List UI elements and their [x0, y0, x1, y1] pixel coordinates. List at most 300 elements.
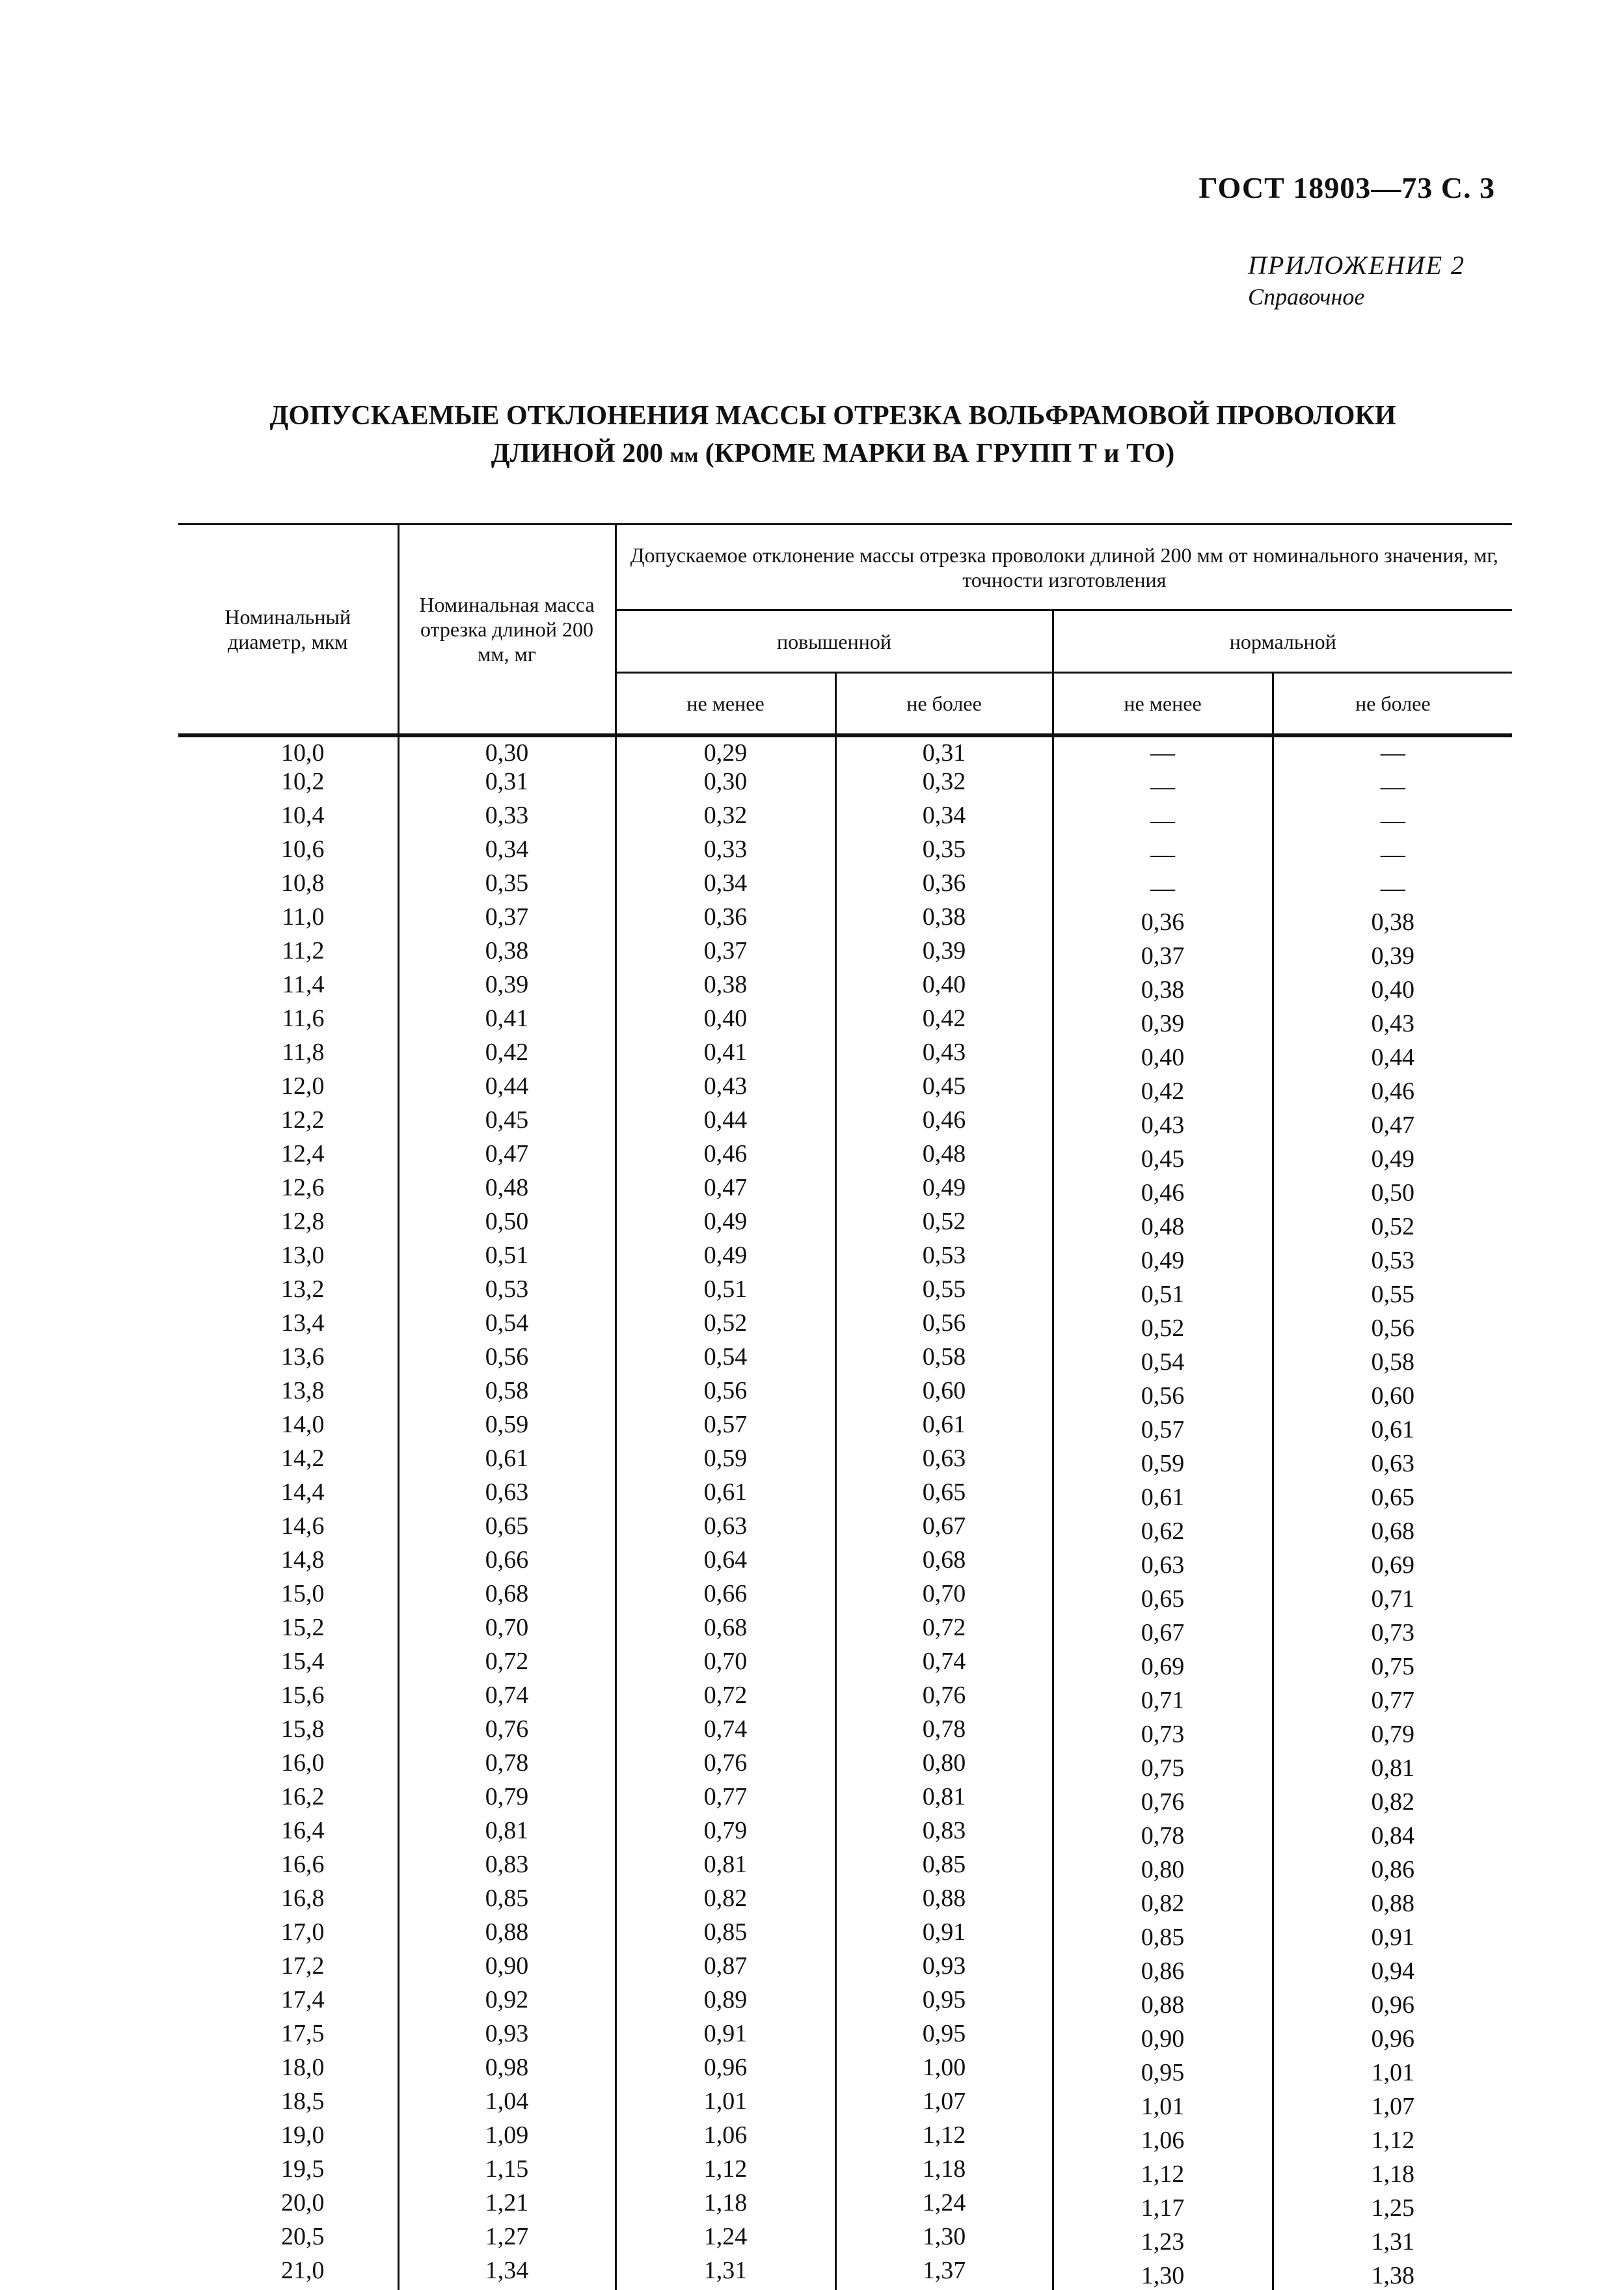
normal-min-cell: —: [1053, 735, 1273, 767]
nominal-mass-cell: 0,74: [398, 1681, 616, 1715]
increased-min-cell: 0,52: [616, 1309, 835, 1343]
diameter-cell: 14,6: [281, 1512, 325, 1540]
diameter-cell: 13,2: [281, 1275, 325, 1303]
normal-max-cell: 0,77: [1273, 1681, 1512, 1715]
title-unit: мм: [670, 443, 699, 467]
increased-min-cell: 0,56: [616, 1376, 835, 1410]
normal-max-cell: 0,84: [1273, 1816, 1512, 1850]
increased-min-cell: 0,82: [616, 1884, 835, 1918]
increased-max-cell: 0,78: [835, 1715, 1053, 1749]
table-body: [178, 735, 1512, 2290]
table-row: [178, 2121, 1512, 2155]
normal-max-cell: 0,50: [1273, 1173, 1512, 1207]
increased-max-cell: 0,72: [835, 1613, 1053, 1647]
increased-min-cell: 0,96: [616, 2053, 835, 2087]
normal-max-cell: 0,58: [1273, 1343, 1512, 1376]
table-row: [178, 869, 1512, 903]
increased-min-cell: 1,01: [616, 2087, 835, 2121]
increased-min-cell: 0,54: [616, 1343, 835, 1376]
nominal-mass-cell: 0,79: [398, 1782, 616, 1816]
normal-min-cell: 0,62: [1053, 1512, 1273, 1546]
nominal-mass-cell: 0,34: [398, 835, 616, 869]
deviation-table: [178, 523, 1512, 2290]
title-line-2: [0, 435, 1624, 474]
increased-min-cell: 0,57: [616, 1410, 835, 1444]
diameter-cell: 13,8: [281, 1376, 325, 1404]
normal-max-cell: 0,63: [1273, 1444, 1512, 1478]
table-row: [178, 936, 1512, 970]
increased-max-cell: 0,43: [835, 1038, 1053, 1072]
document-title: [0, 397, 1624, 474]
increased-min-cell: 0,74: [616, 1715, 835, 1749]
table-row: [178, 1512, 1512, 1546]
nominal-mass-cell: 1,15: [398, 2155, 616, 2188]
nominal-mass-cell: 0,92: [398, 1985, 616, 2019]
normal-min-cell: 0,61: [1053, 1478, 1273, 1512]
diameter-cell: 14,0: [281, 1410, 325, 1438]
table-row: [178, 1579, 1512, 1613]
title-line-1: ДОПУСКАЕМЫЕ ОТКЛОНЕНИЯ МАССЫ ОТРЕЗКА ВОЛЬФРАМОВОЙ ПРОВОЛОКИ: [269, 401, 1396, 431]
nominal-mass-cell: 0,38: [398, 936, 616, 970]
normal-max-cell: 1,12: [1273, 2121, 1512, 2155]
increased-max-cell: 0,53: [835, 1241, 1053, 1275]
increased-min-cell: 0,87: [616, 1952, 835, 1985]
diameter-cell: 11,2: [282, 936, 325, 964]
diameter-cell: 16,2: [281, 1782, 325, 1810]
diameter-cell: 19,5: [281, 2155, 325, 2183]
normal-max-cell: 0,68: [1273, 1512, 1512, 1546]
normal-min-cell: 1,06: [1053, 2121, 1273, 2155]
diameter-cell: 18,0: [281, 2053, 325, 2081]
header-increased-min: не менее: [616, 673, 835, 735]
normal-max-cell: 0,86: [1273, 1850, 1512, 1884]
normal-max-cell: 0,38: [1273, 903, 1512, 936]
increased-max-cell: 0,76: [835, 1681, 1053, 1715]
increased-max-cell: 0,81: [835, 1782, 1053, 1816]
diameter-cell: 10,4: [281, 801, 325, 829]
diameter-cell: 13,4: [281, 1309, 325, 1337]
nominal-mass-cell: 0,53: [398, 1275, 616, 1309]
normal-max-cell: 0,94: [1273, 1952, 1512, 1985]
normal-min-cell: 0,37: [1053, 936, 1273, 970]
header-diameter: Номинальный диаметр, мкм: [178, 525, 398, 735]
increased-min-cell: 0,66: [616, 1579, 835, 1613]
table-row: [178, 1952, 1512, 1985]
increased-min-cell: 1,24: [616, 2222, 835, 2256]
increased-min-cell: 0,63: [616, 1512, 835, 1546]
increased-max-cell: 0,65: [835, 1478, 1053, 1512]
increased-max-cell: 0,49: [835, 1173, 1053, 1207]
increased-min-cell: 0,72: [616, 1681, 835, 1715]
header-normal-min: не менее: [1053, 673, 1273, 735]
normal-min-cell: 0,78: [1053, 1816, 1273, 1850]
increased-max-cell: 0,48: [835, 1139, 1053, 1173]
diameter-cell: 21,0: [281, 2256, 325, 2284]
increased-min-cell: 0,40: [616, 1004, 835, 1038]
increased-max-cell: 1,37: [835, 2256, 1053, 2290]
diameter-cell: 11,6: [282, 1004, 325, 1032]
table-row: [178, 1106, 1512, 1139]
increased-max-cell: 0,36: [835, 869, 1053, 903]
diameter-cell: 17,2: [281, 1952, 325, 1980]
increased-max-cell: 0,39: [835, 936, 1053, 970]
increased-max-cell: 0,60: [835, 1376, 1053, 1410]
table-row: [178, 1410, 1512, 1444]
increased-max-cell: 0,93: [835, 1952, 1053, 1985]
header-normal-accuracy: нормальной: [1053, 610, 1512, 673]
diameter-cell: 15,8: [281, 1715, 325, 1743]
header-deviation: Допускаемое отклонение массы отрезка проволоки длиной 200 мм от номинального значения, мг, точности изготовления: [616, 525, 1512, 610]
header-nominal-mass: Номинальная масса отрезка длиной 200 мм, мг: [398, 525, 616, 735]
table-row: [178, 1749, 1512, 1782]
diameter-cell: 15,6: [281, 1681, 325, 1709]
nominal-mass-cell: 0,90: [398, 1952, 616, 1985]
normal-min-cell: —: [1053, 767, 1273, 801]
increased-min-cell: 0,36: [616, 903, 835, 936]
normal-max-cell: 0,53: [1273, 1241, 1512, 1275]
diameter-cell: 15,4: [281, 1647, 325, 1675]
diameter-cell: 10,6: [281, 835, 325, 863]
table-row: [178, 1918, 1512, 1952]
diameter-cell: 14,4: [281, 1478, 325, 1506]
nominal-mass-cell: 0,83: [398, 1850, 616, 1884]
table-row: [178, 1647, 1512, 1681]
table-row: [178, 1139, 1512, 1173]
increased-max-cell: 0,83: [835, 1816, 1053, 1850]
diameter-cell: 11,0: [282, 903, 325, 931]
normal-max-cell: 0,69: [1273, 1546, 1512, 1579]
title-line-2-start: ДЛИНОЙ 200: [491, 439, 670, 469]
diameter-cell: 10,8: [281, 869, 325, 897]
diameter-cell: 16,4: [281, 1816, 325, 1844]
nominal-mass-cell: 0,31: [398, 767, 616, 801]
header-increased-accuracy: повышенной: [616, 610, 1053, 673]
increased-max-cell: 0,42: [835, 1004, 1053, 1038]
table-row: [178, 1275, 1512, 1309]
diameter-cell: 11,8: [282, 1038, 325, 1066]
increased-min-cell: 0,77: [616, 1782, 835, 1816]
increased-max-cell: 0,67: [835, 1512, 1053, 1546]
nominal-mass-cell: 0,33: [398, 801, 616, 835]
increased-max-cell: 0,46: [835, 1106, 1053, 1139]
page-header: ГОСТ 18903—73 С. 3: [1198, 171, 1495, 204]
nominal-mass-cell: 0,51: [398, 1241, 616, 1275]
diameter-cell: 13,6: [281, 1343, 325, 1370]
increased-max-cell: 0,38: [835, 903, 1053, 936]
normal-min-cell: 0,69: [1053, 1647, 1273, 1681]
increased-max-cell: 1,07: [835, 2087, 1053, 2121]
table-row: [178, 1207, 1512, 1241]
nominal-mass-cell: 1,21: [398, 2188, 616, 2222]
header-increased-max: не более: [835, 673, 1053, 735]
increased-max-cell: 0,70: [835, 1579, 1053, 1613]
nominal-mass-cell: 0,98: [398, 2053, 616, 2087]
normal-min-cell: 0,36: [1053, 903, 1273, 936]
normal-min-cell: 0,40: [1053, 1038, 1273, 1072]
table-row: [178, 1546, 1512, 1579]
diameter-cell: 16,0: [281, 1749, 325, 1777]
nominal-mass-cell: 0,85: [398, 1884, 616, 1918]
increased-min-cell: 0,76: [616, 1749, 835, 1782]
table-row: [178, 2222, 1512, 2256]
nominal-mass-cell: 0,58: [398, 1376, 616, 1410]
increased-min-cell: 0,37: [616, 936, 835, 970]
increased-max-cell: 0,80: [835, 1749, 1053, 1782]
normal-min-cell: —: [1053, 869, 1273, 903]
increased-max-cell: 1,12: [835, 2121, 1053, 2155]
table-row: [178, 2188, 1512, 2222]
nominal-mass-cell: 0,61: [398, 1444, 616, 1478]
increased-max-cell: 0,74: [835, 1647, 1053, 1681]
normal-min-cell: 0,76: [1053, 1782, 1273, 1816]
normal-min-cell: 0,54: [1053, 1343, 1273, 1376]
nominal-mass-cell: 0,56: [398, 1343, 616, 1376]
table-row: [178, 2019, 1512, 2053]
normal-max-cell: —: [1273, 801, 1512, 835]
normal-max-cell: 0,73: [1273, 1613, 1512, 1647]
table-row: [178, 1309, 1512, 1343]
appendix-subtitle: Справочное: [1248, 284, 1365, 310]
normal-min-cell: 0,43: [1053, 1106, 1273, 1139]
nominal-mass-cell: 0,35: [398, 869, 616, 903]
normal-max-cell: 1,01: [1273, 2053, 1512, 2087]
increased-min-cell: 0,44: [616, 1106, 835, 1139]
normal-max-cell: 0,43: [1273, 1004, 1512, 1038]
normal-max-cell: 0,39: [1273, 936, 1512, 970]
increased-min-cell: 1,31: [616, 2256, 835, 2290]
nominal-mass-cell: 0,59: [398, 1410, 616, 1444]
normal-min-cell: 0,90: [1053, 2019, 1273, 2053]
normal-max-cell: 0,65: [1273, 1478, 1512, 1512]
nominal-mass-cell: 0,41: [398, 1004, 616, 1038]
increased-min-cell: 1,12: [616, 2155, 835, 2188]
normal-max-cell: 0,47: [1273, 1106, 1512, 1139]
increased-min-cell: 0,46: [616, 1139, 835, 1173]
increased-min-cell: 0,64: [616, 1546, 835, 1579]
increased-min-cell: 0,33: [616, 835, 835, 869]
header-normal-max: не более: [1273, 673, 1512, 735]
table-row: [178, 735, 1512, 767]
normal-min-cell: 0,52: [1053, 1309, 1273, 1343]
table-row: [178, 1173, 1512, 1207]
increased-min-cell: 0,34: [616, 869, 835, 903]
nominal-mass-cell: 0,39: [398, 970, 616, 1004]
appendix-label: ПРИЛОЖЕНИЕ 2: [1248, 251, 1465, 280]
increased-min-cell: 0,32: [616, 801, 835, 835]
normal-max-cell: 1,31: [1273, 2222, 1512, 2256]
table-row: [178, 1241, 1512, 1275]
increased-max-cell: 0,31: [835, 735, 1053, 767]
normal-min-cell: 0,88: [1053, 1985, 1273, 2019]
diameter-cell: 12,8: [281, 1207, 325, 1235]
normal-max-cell: 1,38: [1273, 2256, 1512, 2290]
table-row: [178, 1884, 1512, 1918]
normal-max-cell: 0,40: [1273, 970, 1512, 1004]
normal-min-cell: 1,01: [1053, 2087, 1273, 2121]
normal-min-cell: 0,59: [1053, 1444, 1273, 1478]
diameter-cell: 12,0: [281, 1072, 325, 1100]
normal-min-cell: 0,49: [1053, 1241, 1273, 1275]
increased-min-cell: 0,41: [616, 1038, 835, 1072]
increased-max-cell: 0,63: [835, 1444, 1053, 1478]
increased-max-cell: 0,85: [835, 1850, 1053, 1884]
table-row: [178, 2053, 1512, 2087]
diameter-cell: 12,6: [281, 1173, 325, 1201]
table-row: [178, 1038, 1512, 1072]
increased-min-cell: 0,30: [616, 767, 835, 801]
normal-max-cell: 0,55: [1273, 1275, 1512, 1309]
normal-min-cell: 0,86: [1053, 1952, 1273, 1985]
increased-min-cell: 0,43: [616, 1072, 835, 1106]
increased-min-cell: 0,61: [616, 1478, 835, 1512]
increased-min-cell: 1,06: [616, 2121, 835, 2155]
table-row: [178, 1072, 1512, 1106]
normal-max-cell: 0,52: [1273, 1207, 1512, 1241]
increased-max-cell: 0,55: [835, 1275, 1053, 1309]
nominal-mass-cell: 0,93: [398, 2019, 616, 2053]
normal-max-cell: 1,18: [1273, 2155, 1512, 2188]
nominal-mass-cell: 0,65: [398, 1512, 616, 1546]
table-row: [178, 2087, 1512, 2121]
normal-max-cell: 0,61: [1273, 1410, 1512, 1444]
table-row: [178, 1985, 1512, 2019]
diameter-cell: 10,0: [281, 739, 325, 767]
normal-min-cell: 1,17: [1053, 2188, 1273, 2222]
normal-min-cell: 1,12: [1053, 2155, 1273, 2188]
table-row: [178, 1376, 1512, 1410]
normal-max-cell: 1,25: [1273, 2188, 1512, 2222]
table-row: [178, 1444, 1512, 1478]
normal-max-cell: 0,81: [1273, 1749, 1512, 1782]
increased-max-cell: 0,61: [835, 1410, 1053, 1444]
normal-max-cell: 0,91: [1273, 1918, 1512, 1952]
normal-max-cell: —: [1273, 767, 1512, 801]
nominal-mass-cell: 0,68: [398, 1579, 616, 1613]
increased-max-cell: 0,52: [835, 1207, 1053, 1241]
normal-max-cell: 1,07: [1273, 2087, 1512, 2121]
table-row: [178, 970, 1512, 1004]
table-row: [178, 2256, 1512, 2290]
diameter-cell: 12,2: [281, 1106, 325, 1134]
diameter-cell: 10,2: [281, 767, 325, 795]
diameter-cell: 17,5: [281, 2019, 325, 2047]
nominal-mass-cell: 0,70: [398, 1613, 616, 1647]
normal-min-cell: 0,42: [1053, 1072, 1273, 1106]
increased-min-cell: 0,89: [616, 1985, 835, 2019]
diameter-cell: 12,4: [281, 1139, 325, 1167]
normal-max-cell: —: [1273, 735, 1512, 767]
increased-min-cell: 0,47: [616, 1173, 835, 1207]
diameter-cell: 15,2: [281, 1613, 325, 1641]
diameter-cell: 16,8: [281, 1884, 325, 1912]
increased-max-cell: 0,35: [835, 835, 1053, 869]
normal-min-cell: 1,23: [1053, 2222, 1273, 2256]
title-line-2-end: (КРОМЕ МАРКИ ВА ГРУПП Т и ТО): [698, 439, 1175, 469]
table-row: [178, 1004, 1512, 1038]
normal-min-cell: 0,80: [1053, 1850, 1273, 1884]
table-header: [178, 525, 1512, 735]
nominal-mass-cell: 0,45: [398, 1106, 616, 1139]
increased-min-cell: 0,91: [616, 2019, 835, 2053]
diameter-cell: 14,8: [281, 1546, 325, 1574]
normal-min-cell: 0,95: [1053, 2053, 1273, 2087]
nominal-mass-cell: 0,37: [398, 903, 616, 936]
increased-max-cell: 0,34: [835, 801, 1053, 835]
diameter-cell: 11,4: [282, 970, 325, 998]
increased-max-cell: 0,58: [835, 1343, 1053, 1376]
nominal-mass-cell: 0,44: [398, 1072, 616, 1106]
diameter-cell: 17,0: [281, 1918, 325, 1946]
increased-min-cell: 0,38: [616, 970, 835, 1004]
normal-max-cell: —: [1273, 835, 1512, 869]
normal-max-cell: 0,71: [1273, 1579, 1512, 1613]
normal-min-cell: 0,46: [1053, 1173, 1273, 1207]
table-row: [178, 835, 1512, 869]
increased-max-cell: 0,88: [835, 1884, 1053, 1918]
normal-min-cell: —: [1053, 801, 1273, 835]
nominal-mass-cell: 1,27: [398, 2222, 616, 2256]
normal-min-cell: 0,51: [1053, 1275, 1273, 1309]
nominal-mass-cell: 0,30: [398, 735, 616, 767]
increased-max-cell: 1,00: [835, 2053, 1053, 2087]
increased-min-cell: 0,70: [616, 1647, 835, 1681]
increased-max-cell: 0,91: [835, 1918, 1053, 1952]
increased-max-cell: 1,30: [835, 2222, 1053, 2256]
nominal-mass-cell: 0,54: [398, 1309, 616, 1343]
nominal-mass-cell: 0,66: [398, 1546, 616, 1579]
nominal-mass-cell: 0,81: [398, 1816, 616, 1850]
table-row: [178, 1681, 1512, 1715]
diameter-cell: 13,0: [281, 1241, 325, 1269]
appendix-block: [1248, 250, 1465, 310]
nominal-mass-cell: 0,76: [398, 1715, 616, 1749]
table-row: [178, 801, 1512, 835]
table-row: [178, 1715, 1512, 1749]
normal-max-cell: 0,82: [1273, 1782, 1512, 1816]
normal-min-cell: 0,45: [1053, 1139, 1273, 1173]
nominal-mass-cell: 1,34: [398, 2256, 616, 2290]
normal-min-cell: 0,48: [1053, 1207, 1273, 1241]
normal-min-cell: 0,73: [1053, 1715, 1273, 1749]
table-row: [178, 767, 1512, 801]
normal-min-cell: 1,30: [1053, 2256, 1273, 2290]
increased-min-cell: 1,18: [616, 2188, 835, 2222]
normal-max-cell: 0,88: [1273, 1884, 1512, 1918]
normal-max-cell: 0,46: [1273, 1072, 1512, 1106]
diameter-cell: 14,2: [281, 1444, 325, 1472]
diameter-cell: 17,4: [281, 1985, 325, 2013]
increased-max-cell: 0,32: [835, 767, 1053, 801]
normal-min-cell: 0,57: [1053, 1410, 1273, 1444]
table-row: [178, 903, 1512, 936]
diameter-cell: 20,5: [281, 2222, 325, 2250]
normal-min-cell: 0,38: [1053, 970, 1273, 1004]
normal-max-cell: 0,79: [1273, 1715, 1512, 1749]
normal-max-cell: —: [1273, 869, 1512, 903]
nominal-mass-cell: 0,47: [398, 1139, 616, 1173]
increased-max-cell: 0,56: [835, 1309, 1053, 1343]
nominal-mass-cell: 0,88: [398, 1918, 616, 1952]
normal-min-cell: 0,75: [1053, 1749, 1273, 1782]
normal-min-cell: 0,56: [1053, 1376, 1273, 1410]
table-row: [178, 1613, 1512, 1647]
table-row: [178, 1782, 1512, 1816]
increased-min-cell: 0,85: [616, 1918, 835, 1952]
increased-max-cell: 0,45: [835, 1072, 1053, 1106]
normal-max-cell: 0,96: [1273, 1985, 1512, 2019]
increased-max-cell: 0,95: [835, 1985, 1053, 2019]
diameter-cell: 15,0: [281, 1579, 325, 1607]
